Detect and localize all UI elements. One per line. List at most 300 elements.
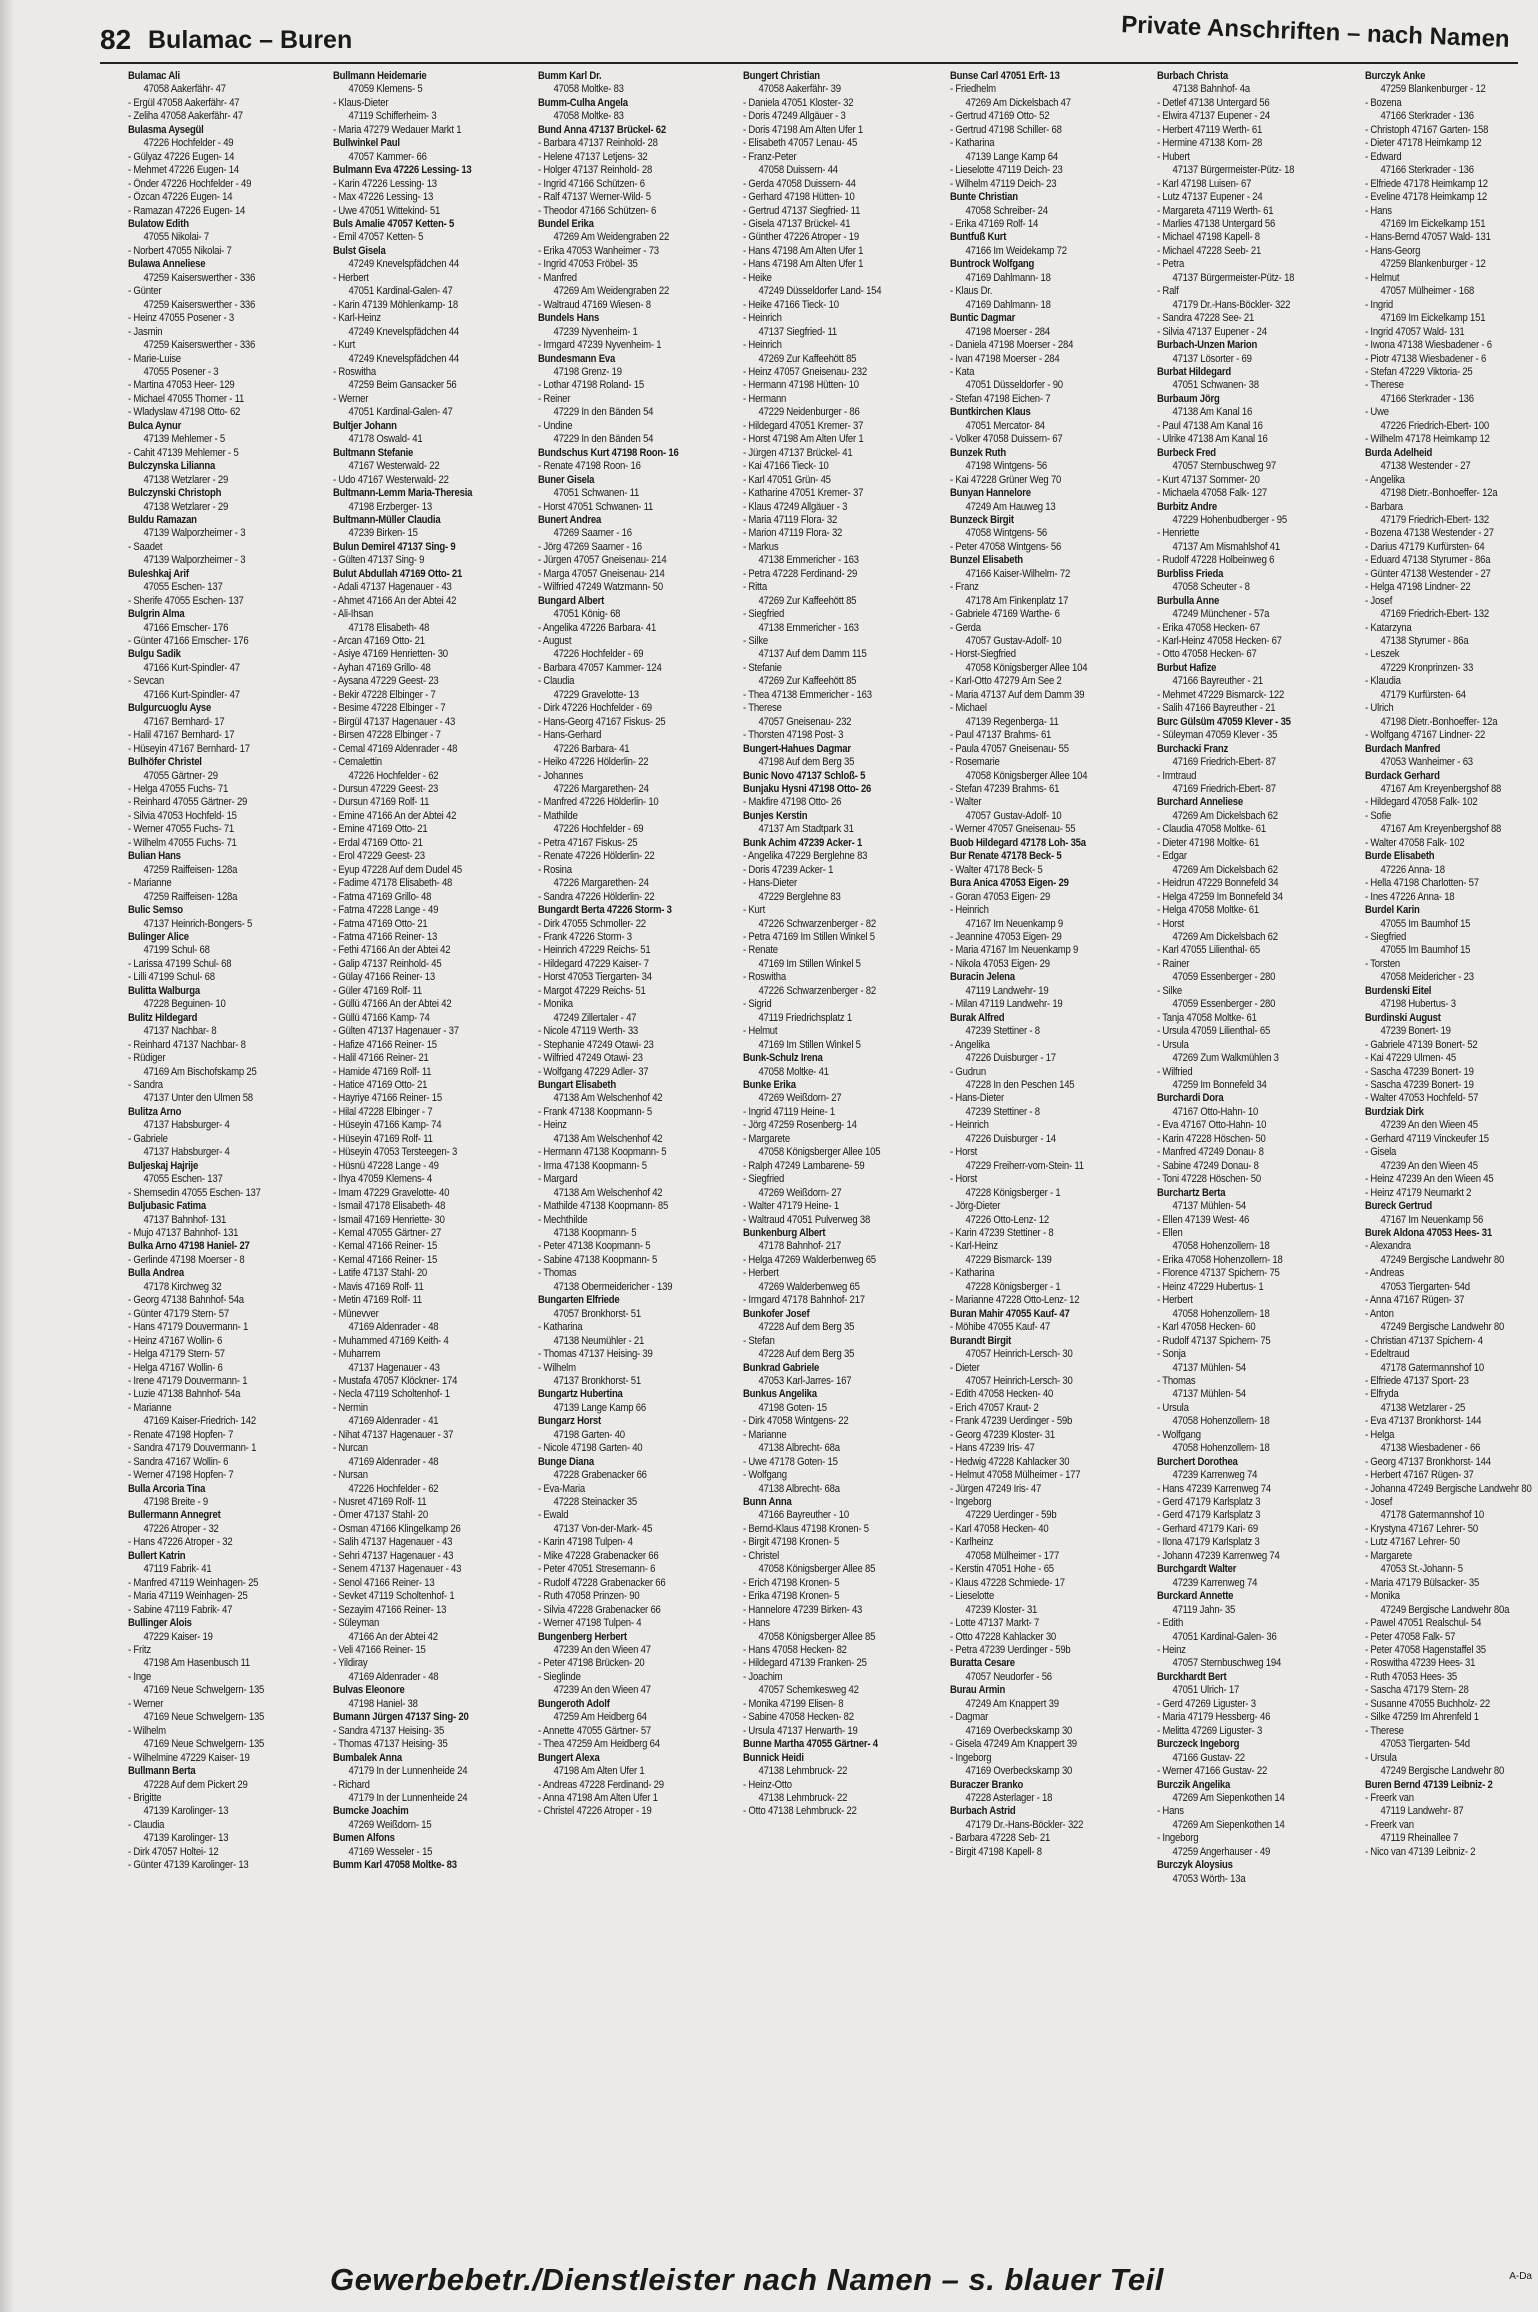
listing-entry: - Markus bbox=[743, 540, 779, 553]
listing-entry: - Mathilde 47138 Koopmann- 85 bbox=[538, 1200, 669, 1213]
address-line: 47198 Moerser - 284 bbox=[965, 325, 1050, 338]
listing-entry: - Sandra 47179 Douvermann- 1 bbox=[128, 1442, 257, 1455]
address-line: 47228 Auf dem Pickert 29 bbox=[143, 1778, 248, 1791]
listing-entry: - Heike 47166 Tieck- 10 bbox=[743, 298, 839, 311]
listing-entry: - Edeltraud bbox=[1365, 1348, 1410, 1361]
address-line: 47058 Wintgens- 56 bbox=[965, 527, 1048, 540]
listing-entry: - Petra 47167 Fiskus- 25 bbox=[538, 836, 638, 849]
listing-entry: - Torsten bbox=[1365, 957, 1401, 970]
listing-entry: - Erika 47169 Rolf- 14 bbox=[950, 217, 1039, 230]
listing-entry: - Angelika 47229 Berglehne 83 bbox=[743, 850, 868, 863]
address-line: 47137 Nachbar- 8 bbox=[143, 1025, 217, 1038]
footer-note: Gewerbebetr./Dienstleister nach Namen – s. blauer Teil bbox=[330, 2262, 1164, 2297]
address-line: 47057 Sternbuschweg 194 bbox=[1172, 1657, 1282, 1670]
listing-entry: - Barbara 47057 Kammer- 124 bbox=[538, 661, 662, 674]
listing-entry: Bumen Alfons bbox=[333, 1832, 395, 1845]
listing-entry: Bulian Hans bbox=[128, 850, 181, 863]
address-line: 47228 Königsberger - 1 bbox=[965, 1186, 1061, 1199]
listing-entry: - Kai 47228 Grüner Weg 70 bbox=[950, 473, 1062, 486]
listing-entry: Burbach-Unzen Marion bbox=[1157, 339, 1258, 352]
listing-entry: - Therese bbox=[1365, 379, 1404, 392]
address-line: 47239 Karrenweg 74 bbox=[1172, 1469, 1258, 1482]
listing-entry: - Uwe bbox=[1365, 406, 1389, 419]
address-line: 47166 An der Abtei 42 bbox=[348, 1630, 438, 1643]
address-line: 47249 Knevelspfädchen 44 bbox=[348, 258, 459, 271]
address-line: 47138 Emmericher - 163 bbox=[758, 621, 859, 634]
listing-entry: - Hubert bbox=[1157, 150, 1190, 163]
listing-entry: Burbaum Jörg bbox=[1157, 392, 1220, 405]
listing-entry: - Karin 47228 Höschen- 50 bbox=[1157, 1132, 1266, 1145]
listing-entry: - Ralf bbox=[1157, 285, 1179, 298]
listing-entry: - Eyup 47228 Auf dem Dudel 45 bbox=[333, 863, 463, 876]
listing-entry: - Günter 47166 Emscher- 176 bbox=[128, 635, 249, 648]
listing-entry: - Hamide 47169 Rolf- 11 bbox=[333, 1065, 432, 1078]
listing-entry: - Jeannine 47053 Eigen- 29 bbox=[950, 931, 1062, 943]
address-line: 47166 Bayreuther - 21 bbox=[1172, 675, 1263, 688]
address-line: 47167 Im Neuenkamp 56 bbox=[1380, 1213, 1484, 1226]
listing-entry: - Maria 47179 Hessberg- 46 bbox=[1157, 1711, 1271, 1724]
listing-entry: - Georg 47239 Kloster- 31 bbox=[950, 1428, 1055, 1441]
listing-entry: - Helene 47137 Letjens- 32 bbox=[538, 150, 648, 163]
address-line: 47229 In den Bänden 54 bbox=[553, 433, 654, 446]
listing-entry: - Fethi 47166 An der Abtei 42 bbox=[333, 944, 451, 957]
listing-entry: - Hayriye 47166 Reiner- 15 bbox=[333, 1092, 442, 1105]
address-line: 47198 Dietr.-Bonhoeffer- 12a bbox=[1380, 715, 1498, 728]
listing-entry: - Salih 47137 Hagenauer - 43 bbox=[333, 1536, 453, 1549]
listing-entry: - Heinz 47055 Posener - 3 bbox=[128, 312, 235, 325]
listing-entry: - Halil 47167 Bernhard- 17 bbox=[128, 729, 235, 742]
listing-entry: - Mike 47228 Grabenacker 66 bbox=[538, 1549, 659, 1562]
listing-entry: - Fadime 47178 Elisabeth- 48 bbox=[333, 877, 453, 890]
address-line: 47239 Bonert- 19 bbox=[1380, 1025, 1451, 1038]
listing-entry: - Silke bbox=[1157, 984, 1183, 997]
listing-entry: - Horst bbox=[1157, 917, 1185, 930]
header-rule bbox=[100, 62, 1518, 64]
listing-entry: - Hans-Bernd 47057 Wald- 131 bbox=[1365, 231, 1491, 244]
listing-entry: - Frank 47226 Storm- 3 bbox=[538, 931, 632, 943]
listing-entry: Burek Aldona 47053 Hees- 31 bbox=[1365, 1226, 1492, 1239]
listing-entry: - Mathilde bbox=[538, 809, 578, 822]
listing-entry: - Josef bbox=[1365, 1496, 1393, 1509]
listing-entry: - Lieselotte bbox=[950, 1590, 995, 1603]
address-line: 47058 Moltke- 83 bbox=[553, 110, 624, 123]
listing-entry: - Rosemarie bbox=[950, 756, 1000, 769]
listing-entry: - Reiner bbox=[538, 392, 571, 405]
listing-entry: - Fritz bbox=[128, 1644, 151, 1657]
listing-entry: Buntic Dagmar bbox=[950, 312, 1016, 325]
address-line: 47169 Overbeckskamp 30 bbox=[965, 1765, 1073, 1778]
listing-entry: Bulhöfer Christel bbox=[128, 756, 202, 769]
address-line: 47051 Schwanen- 38 bbox=[1172, 379, 1259, 392]
listing-entry: - Heinz 47179 Neumarkt 2 bbox=[1365, 1186, 1472, 1199]
listing-entry: - Veli 47166 Reiner- 15 bbox=[333, 1644, 426, 1657]
listing-entry: - Horst bbox=[950, 1173, 978, 1186]
listing-entry: - Klaus 47228 Schmiede- 17 bbox=[950, 1576, 1065, 1589]
listing-entry: - Barbara 47228 Seb- 21 bbox=[950, 1832, 1051, 1845]
address-line: 47119 Schifferheim- 3 bbox=[348, 110, 437, 123]
listing-entry: - Erdal 47169 Otto- 21 bbox=[333, 836, 423, 849]
listing-entry: - Cemal 47169 Aldenrader - 48 bbox=[333, 742, 458, 755]
listing-entry: Burchardi Dora bbox=[1157, 1092, 1224, 1105]
listing-entry: - Erich 47198 Kronen- 5 bbox=[743, 1576, 840, 1589]
listing-entry: - Walter 47179 Heine- 1 bbox=[743, 1200, 839, 1213]
listing-entry: Bumm-Culha Angela bbox=[538, 96, 628, 109]
listing-entry: - Paul 47137 Brahms- 61 bbox=[950, 729, 1052, 742]
listing-entry: Burckard Annette bbox=[1157, 1590, 1234, 1603]
address-line: 47169 Neue Schwelgern- 135 bbox=[143, 1738, 265, 1751]
address-line: 47259 Kaiserswerther - 336 bbox=[143, 271, 256, 284]
listing-entry: - Manfred 47119 Weinhagen- 25 bbox=[128, 1576, 259, 1589]
address-line: 47138 Emmericher - 163 bbox=[758, 554, 859, 567]
address-line: 47239 An den Wieen 45 bbox=[1380, 1159, 1478, 1172]
listing-entry: - Rudolf 47228 Holbeinweg 6 bbox=[1157, 554, 1275, 567]
listing-entry: - Kemal 47166 Reiner- 15 bbox=[333, 1253, 438, 1266]
address-line: 47249 Bergische Landwehr 80 bbox=[1380, 1765, 1505, 1778]
address-line: 47226 Hochfelder - 62 bbox=[348, 769, 439, 782]
listing-entry: - Gülyaz 47226 Eugen- 14 bbox=[128, 150, 235, 163]
address-line: 47058 Meidericher - 23 bbox=[1380, 971, 1474, 984]
listing-entry: Bullinger Alois bbox=[128, 1617, 192, 1630]
address-line: 47167 Im Neuenkamp 9 bbox=[965, 917, 1064, 930]
listing-entry: - Helga 47055 Fuchs- 71 bbox=[128, 783, 229, 796]
address-line: 47178 Gatermannshof 10 bbox=[1380, 1509, 1484, 1522]
listing-entry: - Frank 47239 Uerdinger - 59b bbox=[950, 1415, 1073, 1428]
listing-entry: - Rainer bbox=[1157, 957, 1190, 970]
listing-entry: Burdack Gerhard bbox=[1365, 769, 1440, 782]
listing-entry: Buob Hildegard 47178 Loh- 35a bbox=[950, 836, 1086, 849]
listing-entry: - Werner 47057 Gneisenau- 55 bbox=[950, 823, 1076, 836]
listing-entry: - Hella 47198 Charlotten- 57 bbox=[1365, 877, 1479, 890]
address-line: 47228 Auf dem Berg 35 bbox=[758, 1348, 855, 1361]
listing-entry: - Nihat 47137 Hagenauer - 37 bbox=[333, 1428, 454, 1441]
address-line: 47269 Zum Walkmühlen 3 bbox=[1172, 1052, 1279, 1065]
listing-entry: - Hildegard 47229 Kaiser- 7 bbox=[538, 957, 649, 970]
listing-entry: - Karin 47239 Stettiner - 8 bbox=[950, 1226, 1054, 1239]
address-line: 47138 Am Welschenhof 42 bbox=[553, 1092, 663, 1105]
listing-entry: Burczyk Aloysius bbox=[1157, 1859, 1233, 1872]
address-line: 47138 Styrumer - 86a bbox=[1380, 635, 1469, 648]
address-line: 47226 Barbara- 41 bbox=[553, 742, 630, 755]
listing-entry: - Wolfgang 47229 Adler- 37 bbox=[538, 1065, 649, 1078]
listing-entry: - Petra 47228 Ferdinand- 29 bbox=[743, 567, 858, 580]
listing-entry: - Karl 47055 Lilienthal- 65 bbox=[1157, 944, 1260, 957]
listing-entry: - Nikola 47053 Eigen- 29 bbox=[950, 957, 1050, 970]
listing-entry: - Kerstin 47051 Hohe - 65 bbox=[950, 1563, 1054, 1576]
address-line: 47166 Kurt-Spindler- 47 bbox=[143, 688, 240, 701]
listing-column-3 bbox=[538, 70, 733, 2250]
address-line: 47198 Wintgens- 56 bbox=[965, 460, 1048, 473]
listing-entry: Bullmann Berta bbox=[128, 1765, 196, 1778]
address-line: 47226 Hochfelder - 62 bbox=[348, 1482, 439, 1495]
listing-entry: Bulczynski Christoph bbox=[128, 487, 222, 500]
listing-entry: - Goran 47053 Eigen- 29 bbox=[950, 890, 1051, 903]
address-line: 47228 In den Peschen 145 bbox=[965, 1078, 1075, 1091]
address-line: 47169 Im Eickelkamp 151 bbox=[1380, 312, 1486, 325]
listing-entry: - Edith bbox=[1157, 1617, 1184, 1630]
listing-entry: - Erika 47198 Kronen- 5 bbox=[743, 1590, 840, 1603]
listing-entry: - Georg 47138 Bahnhof- 54a bbox=[128, 1294, 244, 1307]
listing-entry: - Günther 47226 Atroper - 19 bbox=[743, 231, 859, 244]
listing-entry: - Josef bbox=[1365, 594, 1393, 607]
listing-entry: - Dirk 47057 Holtei- 12 bbox=[128, 1845, 219, 1858]
listing-entry: Bungart Elisabeth bbox=[538, 1078, 616, 1091]
address-line: 47178 Elisabeth- 48 bbox=[348, 621, 430, 634]
listing-entry: - Anton bbox=[1365, 1307, 1394, 1320]
listing-entry: Buls Amalie 47057 Ketten- 5 bbox=[333, 217, 455, 230]
listing-entry: Bunnick Heidi bbox=[743, 1751, 804, 1764]
listing-entry: - Holger 47137 Reinhold- 28 bbox=[538, 164, 653, 177]
listing-entry: - Ismail 47178 Elisabeth- 48 bbox=[333, 1200, 446, 1213]
listing-entry: - Heike bbox=[743, 271, 772, 284]
listing-entry: Burczik Angelika bbox=[1157, 1778, 1231, 1791]
listing-entry: - Pawel 47051 Realschul- 54 bbox=[1365, 1617, 1482, 1630]
listing-entry: - Hilal 47228 Elbinger - 7 bbox=[333, 1105, 433, 1118]
listing-entry: - Günter 47138 Westender - 27 bbox=[1365, 567, 1491, 580]
listing-entry: - Helmut bbox=[743, 1025, 778, 1038]
listing-entry: - Edward bbox=[1365, 150, 1402, 163]
listing-entry: - Christoph 47167 Garten- 158 bbox=[1365, 123, 1489, 136]
address-line: 47226 Hochfelder - 69 bbox=[553, 648, 644, 661]
listing-entry: - Güler 47169 Rolf- 11 bbox=[333, 984, 422, 997]
address-line: 47169 Im Stillen Winkel 5 bbox=[758, 957, 861, 970]
address-line: 47229 Bismarck- 139 bbox=[965, 1253, 1052, 1266]
listing-entry: - Ruth 47053 Hees- 35 bbox=[1365, 1670, 1458, 1683]
address-line: 47198 Erzberger- 13 bbox=[348, 500, 432, 513]
address-line: 47198 Goten- 15 bbox=[758, 1401, 827, 1414]
address-line: 47259 Raiffeisen- 128a bbox=[143, 890, 238, 903]
listing-entry: - Walter bbox=[950, 796, 982, 809]
listing-entry: - Horst 47198 Am Alten Ufer 1 bbox=[743, 433, 864, 446]
listing-entry: Bunzeck Birgit bbox=[950, 513, 1014, 526]
listing-entry: Bulitta Walburga bbox=[128, 984, 201, 997]
listing-entry: - Osman 47166 Klingelkamp 26 bbox=[333, 1522, 461, 1535]
listing-entry: - Peter 47058 Hagenstaffel 35 bbox=[1365, 1644, 1486, 1657]
listing-entry: Bulst Gisela bbox=[333, 244, 386, 257]
address-line: 47139 Karolinger- 13 bbox=[143, 1805, 229, 1818]
listing-entry: Bungarz Horst bbox=[538, 1415, 601, 1428]
listing-entry: - Kurt bbox=[743, 904, 766, 917]
listing-entry: - Imam 47229 Gravelotte- 40 bbox=[333, 1186, 450, 1199]
address-line: 47226 Margarethen- 24 bbox=[553, 783, 649, 796]
listing-entry: Bunke Erika bbox=[743, 1078, 796, 1091]
address-line: 47226 Friedrich-Ebert- 100 bbox=[1380, 419, 1489, 432]
address-line: 47178 Am Finkenplatz 17 bbox=[965, 594, 1069, 607]
listing-entry: - Otto 47138 Lehmbruck- 22 bbox=[743, 1805, 857, 1818]
listing-entry: Buratta Cesare bbox=[950, 1657, 1015, 1670]
listing-entry: - Werner bbox=[333, 392, 369, 405]
listing-entry: - Süleyman 47059 Klever - 35 bbox=[1157, 729, 1278, 742]
listing-entry: - Gudrun bbox=[950, 1065, 986, 1078]
listing-entry: - Karl-Otto 47279 Am See 2 bbox=[950, 675, 1062, 688]
listing-entry: - Joachim bbox=[743, 1670, 783, 1683]
listing-entry: - Heinz bbox=[1157, 1644, 1186, 1657]
listing-entry: - Heinz 47239 An den Wieen 45 bbox=[1365, 1173, 1494, 1186]
listing-entry: - Stefanie bbox=[743, 661, 782, 674]
listing-entry: - Claudia 47058 Moltke- 61 bbox=[1157, 823, 1266, 836]
listing-entry: - Hans-Georg 47167 Fiskus- 25 bbox=[538, 715, 666, 728]
address-line: 47051 Kardinal-Galen- 36 bbox=[1172, 1630, 1277, 1643]
address-line: 47269 Weißdorn- 27 bbox=[758, 1092, 842, 1105]
listing-entry: Burczyk Anke bbox=[1365, 70, 1426, 82]
listing-entry: - Hans bbox=[1157, 1805, 1184, 1818]
address-line: 47137 Habsburger- 4 bbox=[143, 1119, 230, 1132]
listing-entry: - Kai 47229 Ulmen- 45 bbox=[1365, 1052, 1456, 1065]
address-line: 47259 Im Bonnefeld 34 bbox=[1172, 1078, 1267, 1091]
address-line: 47226 Hochfelder - 49 bbox=[143, 137, 234, 150]
address-line: 47053 Tiergarten- 54d bbox=[1380, 1738, 1470, 1751]
address-line: 47166 Gustav- 22 bbox=[1172, 1751, 1245, 1764]
listing-entry: Buntrock Wolfgang bbox=[950, 258, 1035, 271]
listing-entry: - Sascha 47239 Bonert- 19 bbox=[1365, 1065, 1474, 1078]
listing-entry: - Katarzyna bbox=[1365, 621, 1412, 634]
address-line: 47051 Schwanen- 11 bbox=[553, 487, 640, 500]
listing-entry: - Maria 47119 Flora- 32 bbox=[743, 513, 838, 526]
listing-entry: - Heinz 47167 Wollin- 6 bbox=[128, 1334, 223, 1347]
listing-entry: - Petra 47239 Uerdinger - 59b bbox=[950, 1644, 1071, 1657]
listing-entry: Bund Anna 47137 Brückel- 62 bbox=[538, 123, 666, 136]
listing-entry: - Günter 47179 Stern- 57 bbox=[128, 1307, 229, 1320]
address-line: 47269 Walderbenweg 65 bbox=[758, 1280, 860, 1293]
listing-entry: Bulamac Ali bbox=[128, 70, 180, 82]
address-line: 47229 Hohenbudberger - 95 bbox=[1172, 513, 1287, 526]
listing-entry: - Irmtraud bbox=[1157, 769, 1197, 782]
listing-entry: - Susanne 47055 Buchholz- 22 bbox=[1365, 1697, 1490, 1710]
address-line: 47137 Siegfried- 11 bbox=[758, 325, 837, 338]
address-line: 47259 Am Heidberg 64 bbox=[553, 1711, 647, 1724]
listing-entry: - Claudia bbox=[538, 675, 575, 688]
address-line: 47137 Lösorter - 69 bbox=[1172, 352, 1252, 365]
listing-entry: - Michael 47228 Seeb- 21 bbox=[1157, 244, 1262, 257]
listing-entry: - Ingrid 47166 Schützen- 6 bbox=[538, 177, 645, 190]
listing-entry: - Dirk 47226 Hochfelder - 69 bbox=[538, 702, 652, 715]
listing-entry: - Michaela 47058 Falk- 127 bbox=[1157, 487, 1268, 500]
address-line: 47226 Schwarzenberger - 82 bbox=[758, 984, 876, 997]
listing-entry: - Emine 47166 An der Abtei 42 bbox=[333, 809, 457, 822]
listing-entry: - Katharina bbox=[950, 137, 995, 150]
listing-entry: Bundels Hans bbox=[538, 312, 600, 325]
listing-entry: - Gerhard 47198 Hütten- 10 bbox=[743, 191, 855, 204]
listing-entry: - Sigrid bbox=[743, 998, 772, 1011]
listing-entry: - Margard bbox=[538, 1173, 578, 1186]
address-line: 47138 Wetzlarer - 25 bbox=[1380, 1401, 1466, 1414]
address-line: 47051 Kardinal-Galen- 47 bbox=[348, 406, 453, 419]
address-line: 47137 Am Stadtpark 31 bbox=[758, 823, 854, 836]
listing-entry: - Hans bbox=[743, 1617, 770, 1630]
address-line: 47259 Angerhauser - 49 bbox=[1172, 1845, 1271, 1858]
listing-entry: - Bozena 47138 Westender - 27 bbox=[1365, 527, 1494, 540]
listing-entry: - Udo 47167 Westerwald- 22 bbox=[333, 473, 449, 486]
address-line: 47058 Königsberger Allee 85 bbox=[758, 1563, 876, 1576]
listing-entry: Burau Armin bbox=[950, 1684, 1006, 1697]
address-line: 47137 Von-der-Mark- 45 bbox=[553, 1522, 653, 1535]
address-line: 47059 Essenberger - 280 bbox=[1172, 971, 1276, 984]
listing-entry: - Hans-Dieter bbox=[950, 1092, 1004, 1105]
listing-entry: Burdenski Eitel bbox=[1365, 984, 1432, 997]
listing-entry: - Irma 47138 Koopmann- 5 bbox=[538, 1159, 647, 1172]
address-line: 47137 Mühlen- 54 bbox=[1172, 1388, 1246, 1401]
listing-entry: - Senem 47137 Hagenauer - 43 bbox=[333, 1563, 462, 1576]
address-line: 47139 Walporzheimer - 3 bbox=[143, 554, 246, 567]
address-line: 47139 Mehlemer - 5 bbox=[143, 433, 225, 446]
listing-entry: - Heinrich bbox=[950, 1119, 989, 1132]
listing-entry: - Peter 47051 Stresemann- 6 bbox=[538, 1563, 656, 1576]
address-line: 47179 In der Lunnenheide 24 bbox=[348, 1792, 468, 1804]
listing-entry: - Güllü 47166 Kamp- 74 bbox=[333, 1011, 430, 1024]
listing-entry: - Krystyna 47167 Lehrer- 50 bbox=[1365, 1522, 1478, 1535]
listing-entry: - Dursun 47169 Rolf- 11 bbox=[333, 796, 430, 809]
listing-entry: Buracin Jelena bbox=[950, 971, 1015, 984]
listing-entry: - Gerd 47269 Liguster- 3 bbox=[1157, 1697, 1256, 1710]
listing-entry: - Stefan bbox=[743, 1334, 775, 1347]
listing-entry: Bulgrin Alma bbox=[128, 608, 185, 621]
listing-entry: - Hermann bbox=[743, 392, 787, 405]
listing-entry: - Maria 47137 Auf dem Damm 39 bbox=[950, 688, 1085, 701]
listing-entry: Bulitza Arno bbox=[128, 1105, 182, 1118]
address-line: 47229 Berglehne 83 bbox=[758, 890, 841, 903]
address-line: 47057 Neudorfer - 56 bbox=[965, 1670, 1052, 1683]
listing-entry: Burchgardt Walter bbox=[1157, 1563, 1237, 1576]
listing-entry: - Sofie bbox=[1365, 809, 1392, 822]
listing-entry: Burbach Christa bbox=[1157, 70, 1229, 82]
address-line: 47139 Walporzheimer - 3 bbox=[143, 527, 246, 540]
listing-entry: - Manfred bbox=[538, 271, 577, 284]
address-line: 47137 Bürgermeister-Pütz- 18 bbox=[1172, 271, 1295, 284]
address-line: 47169 Aldenrader - 48 bbox=[348, 1670, 439, 1683]
address-line: 47058 Hohenzollern- 18 bbox=[1172, 1307, 1270, 1320]
listing-entry: - Sevcan bbox=[128, 675, 164, 688]
listing-entry: - Besime 47228 Elbinger - 7 bbox=[333, 702, 446, 715]
address-line: 47198 Dietr.-Bonhoeffer- 12a bbox=[1380, 487, 1498, 500]
listing-entry: - Marianne bbox=[128, 1401, 172, 1414]
listing-entry: - Wolfgang bbox=[1157, 1428, 1201, 1441]
listing-entry: - Gabriele 47139 Bonert- 52 bbox=[1365, 1038, 1478, 1051]
listing-entry: - Möhibe 47055 Kauf- 47 bbox=[950, 1321, 1051, 1334]
listing-entry: Burdinski August bbox=[1365, 1011, 1441, 1024]
listing-entry: - Ines 47226 Anna- 18 bbox=[1365, 890, 1455, 903]
listing-entry: - Freerk van bbox=[1365, 1792, 1414, 1804]
listing-entry: Bundschus Kurt 47198 Roon- 16 bbox=[538, 446, 679, 459]
address-line: 47119 Fabrik- 41 bbox=[143, 1563, 212, 1576]
address-line: 47119 Landwehr- 87 bbox=[1380, 1805, 1464, 1818]
listing-entry: - Eveline 47178 Heimkamp 12 bbox=[1365, 191, 1488, 204]
listing-entry: - Walter 47178 Beck- 5 bbox=[950, 863, 1043, 876]
listing-entry: Buleshkaj Arif bbox=[128, 567, 189, 580]
address-line: 47249 Bergische Landwehr 80 bbox=[1380, 1253, 1505, 1266]
address-line: 47249 Bergische Landwehr 80a bbox=[1380, 1603, 1510, 1616]
listing-entry: Bungartz Hubertina bbox=[538, 1388, 623, 1401]
listing-entry: - Heinz-Otto bbox=[743, 1778, 792, 1791]
address-line: 47169 Dahlmann- 18 bbox=[965, 298, 1051, 311]
listing-entry: - Sandra 47167 Wollin- 6 bbox=[128, 1455, 229, 1468]
listing-entry: - Petra 47169 Im Stillen Winkel 5 bbox=[743, 931, 875, 943]
address-line: 47249 Münchener - 57a bbox=[1172, 608, 1270, 621]
listing-entry: - Inge bbox=[128, 1670, 152, 1683]
listing-entry: - Karl 47198 Luisen- 67 bbox=[1157, 177, 1252, 190]
listing-entry: - Dieter bbox=[950, 1361, 980, 1374]
listing-entry: - Marie-Luise bbox=[128, 352, 181, 365]
address-line: 47167 Otto-Hahn- 10 bbox=[1172, 1105, 1259, 1118]
address-line: 47198 Hubertus- 3 bbox=[1380, 998, 1456, 1011]
listing-entry: - Richard bbox=[333, 1778, 370, 1791]
listing-entry: - Renate 47198 Roon- 16 bbox=[538, 460, 641, 473]
listing-entry: - Ingrid 47057 Wald- 131 bbox=[1365, 325, 1465, 338]
listing-entry: - Bernd-Klaus 47198 Kronen- 5 bbox=[743, 1522, 869, 1535]
listing-entry: - Claudia bbox=[128, 1818, 165, 1831]
listing-entry: - Wilhelm 47178 Heimkamp 12 bbox=[1365, 433, 1490, 446]
listing-entry: Buljubasic Fatima bbox=[128, 1200, 206, 1213]
listing-entry: - Ursula bbox=[1157, 1038, 1189, 1051]
listing-entry: - Siegfried bbox=[1365, 931, 1407, 943]
